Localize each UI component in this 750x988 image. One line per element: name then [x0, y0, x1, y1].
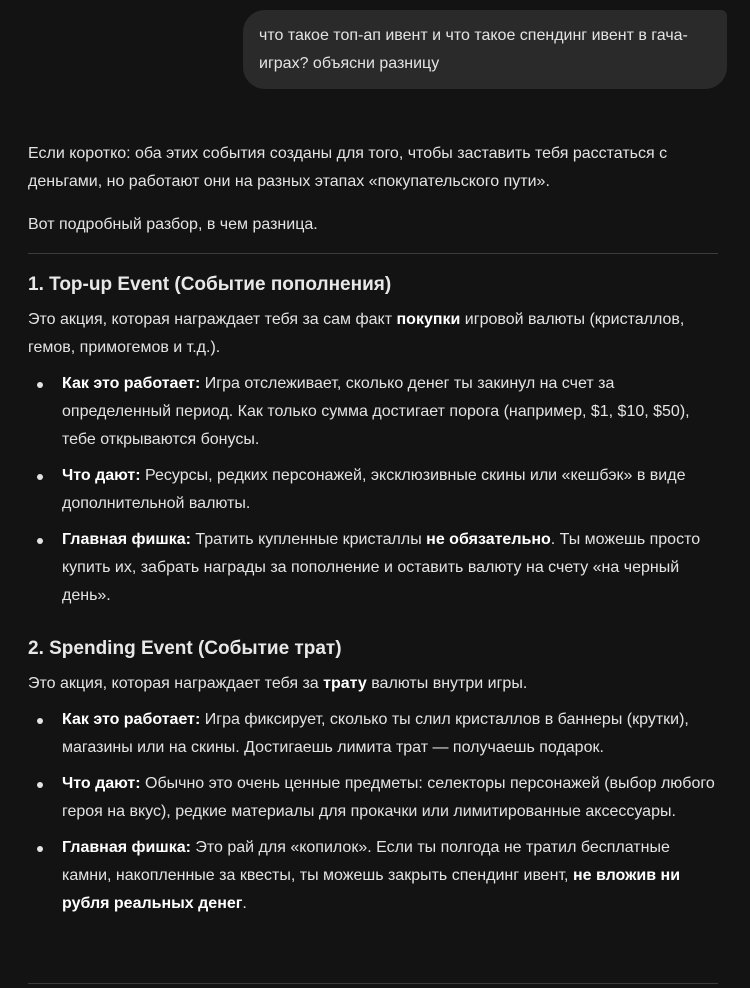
bullet-list-spending [28, 706, 718, 918]
item-label: Как это работает: [62, 375, 201, 392]
item-label: Как это работает: [62, 711, 201, 728]
intro-bold: покупки [396, 311, 461, 328]
response-intro: Если коротко: оба этих события созданы для того, чтобы заставить тебя расстаться с деньгами, но работают они на разных этапах «покупательского пути». [28, 145, 668, 190]
user-message-bubble [243, 10, 727, 89]
bullet-list-topup [28, 370, 718, 610]
item-text: Ресурсы, редких персонажей, эксклюзивные скины или «кешбэк» в виде дополнительной валюты. [62, 467, 686, 512]
divider-bottom [28, 983, 718, 984]
item-text: Игра фиксирует, сколько ты слил кристаллов в баннеры (крутки), магазины или на скины. Достигаешь лимита трат — получаешь подарок. [62, 711, 689, 756]
intro-text: Это акция, которая награждает тебя за [28, 675, 324, 692]
list-item [28, 462, 718, 518]
list-item [28, 370, 718, 454]
item-label: Главная фишка: [62, 839, 191, 856]
intro-bold: трату [323, 675, 367, 692]
item-label: Что дают: [62, 775, 141, 792]
section-heading-spending: 2. Spending Event (Событие трат) [28, 638, 342, 659]
item-label: Главная фишка: [62, 531, 191, 548]
assistant-response [28, 140, 718, 926]
intro-text: Это акция, которая награждает тебя за сам факт [28, 311, 397, 328]
item-text: . Ты можешь просто купить их, забрать награды за пополнение и оставить валюту на счету «на черный день». [62, 531, 701, 604]
item-bold: не обязательно [426, 531, 551, 548]
section-intro-spending [28, 670, 718, 698]
intro-text: игровой валюты (кристаллов, гемов, примогемов и т.д.). [28, 311, 685, 356]
item-label: Что дают: [62, 467, 141, 484]
list-item [28, 834, 718, 918]
item-text: Это рай для «копилок». Если ты полгода не тратил бесплатные камни, накопленные за квесты, ты можешь закрыть спендинг ивент, [62, 839, 670, 884]
item-bold: не вложив ни рубля реальных денег [62, 867, 681, 912]
section-heading-topup: 1. Top-up Event (Событие пополнения) [28, 274, 392, 295]
section-intro-topup [28, 306, 718, 362]
list-item [28, 770, 718, 826]
user-message-text: что такое топ-ап ивент и что такое спендинг ивент в гача-играх? объясни разницу [259, 27, 688, 72]
divider [28, 253, 718, 254]
response-subintro: Вот подробный разбор, в чем разница. [28, 216, 318, 233]
list-item [28, 526, 718, 610]
item-text: Тратить купленные кристаллы [190, 531, 427, 548]
item-text: Игра отслеживает, сколько денег ты закинул на счет за определенный период. Как только сумма достигает порога (например, $1, $10, $50), тебе открываются бонусы. [62, 375, 690, 448]
item-text: Обычно это очень ценные предметы: селекторы персонажей (выбор любого героя на вкус), редкие материалы для прокачки или лимитированные аксессуары. [62, 775, 715, 820]
intro-text: валюты внутри игры. [366, 675, 528, 692]
list-item [28, 706, 718, 762]
item-text: . [242, 895, 247, 912]
